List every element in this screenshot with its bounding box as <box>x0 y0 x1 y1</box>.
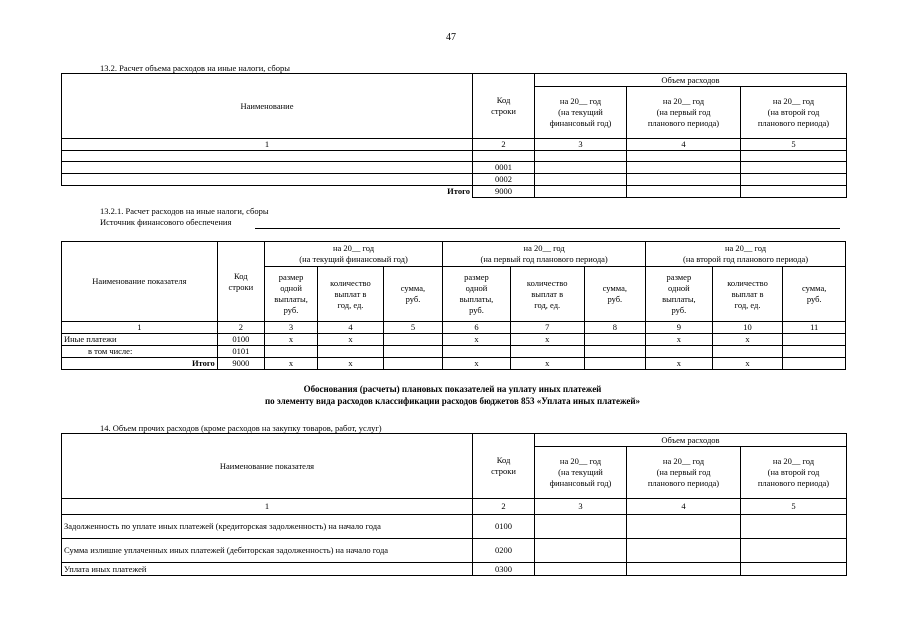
col-num: 9 <box>646 322 713 334</box>
source-input-line[interactable] <box>255 228 840 229</box>
header-payment: размер одной выплаты, руб. <box>264 267 317 322</box>
col-num: 5 <box>741 499 847 515</box>
col-num: 2 <box>473 499 535 515</box>
total-row <box>62 186 847 198</box>
total-code: 9000 <box>217 358 264 370</box>
header-name: Наименование <box>62 74 473 139</box>
total-label: Итого <box>62 186 473 198</box>
header-qty: количество выплат в год, ед. <box>712 267 783 322</box>
col-num: 11 <box>783 322 846 334</box>
header-volume: Объем расходов <box>535 74 847 87</box>
header-sum: сумма, руб. <box>584 267 646 322</box>
col-num: 5 <box>741 139 847 151</box>
table-row <box>62 162 847 174</box>
header-indicator: Наименование показателя <box>62 242 218 322</box>
header-sum: сумма, руб. <box>383 267 442 322</box>
header-qty: количество выплат в год, ед. <box>510 267 584 322</box>
header-sum: сумма, руб. <box>783 267 846 322</box>
total-code: 9000 <box>473 186 535 198</box>
table-row <box>62 151 847 162</box>
header-year-3: на 20__ год (на второй год планового периода) <box>646 242 846 267</box>
header-code: Код строки <box>473 74 535 139</box>
row-code: 0101 <box>217 346 264 358</box>
table-row <box>62 174 847 186</box>
row-name: Задолженность по уплате иных платежей (кредиторская задолженность) на начало года <box>62 515 473 539</box>
section-14-caption: 14. Объем прочих расходов (кроме расходов на закупку товаров, работ, услуг) <box>100 423 382 433</box>
col-num: 4 <box>318 322 384 334</box>
row-name: Иные платежи <box>62 334 218 346</box>
col-num: 5 <box>383 322 442 334</box>
table-row <box>62 346 846 358</box>
header-year-2: на 20__ год (на первый год планового периода) <box>627 87 741 139</box>
header-payment: размер одной выплаты, руб. <box>646 267 713 322</box>
col-num: 7 <box>510 322 584 334</box>
heading-line-2: по элементу вида расходов классификации расходов бюджетов 853 «Уплата иных платежей» <box>264 396 641 406</box>
header-year-1: на 20__ год (на текущий финансовый год) <box>535 87 627 139</box>
section-13-2-caption: 13.2. Расчет объема расходов на иные налоги, сборы <box>100 63 290 73</box>
row-code: 0002 <box>473 174 535 186</box>
col-num: 1 <box>62 322 218 334</box>
row-code: 0001 <box>473 162 535 174</box>
header-code: Код строки <box>217 242 264 322</box>
table-row <box>62 515 847 539</box>
header-indicator: Наименование показателя <box>62 434 473 499</box>
header-year-1: на 20__ год (на текущий финансовый год) <box>535 447 627 499</box>
row-code: 0100 <box>473 515 535 539</box>
table-14 <box>61 433 847 576</box>
row-code: 0300 <box>473 563 535 576</box>
header-year-2: на 20__ год (на первый год планового периода) <box>443 242 646 267</box>
col-num: 1 <box>62 499 473 515</box>
row-code: 0200 <box>473 539 535 563</box>
total-label: Итого <box>62 358 218 370</box>
column-number-row <box>62 139 847 151</box>
header-year-3: на 20__ год (на второй год планового периода) <box>741 87 847 139</box>
section-13-2-1-caption: 13.2.1. Расчет расходов на иные налоги, сборы <box>100 206 269 216</box>
col-num: 2 <box>217 322 264 334</box>
table-13-2 <box>61 73 847 198</box>
header-qty: количество выплат в год, ед. <box>318 267 384 322</box>
header-year-3: на 20__ год (на второй год планового периода) <box>741 447 847 499</box>
header-year-1: на 20__ год (на текущий финансовый год) <box>264 242 442 267</box>
col-num: 3 <box>535 499 627 515</box>
table-row <box>62 539 847 563</box>
column-number-row <box>62 322 846 334</box>
col-num: 8 <box>584 322 646 334</box>
header-code: Код строки <box>473 434 535 499</box>
col-num: 4 <box>627 139 741 151</box>
col-num: 10 <box>712 322 783 334</box>
table-row: Иные платежи 0100 x x x x x x <box>62 334 846 346</box>
header-payment: размер одной выплаты, руб. <box>443 267 511 322</box>
col-num: 3 <box>535 139 627 151</box>
row-name: Уплата иных платежей <box>62 563 473 576</box>
col-num: 6 <box>443 322 511 334</box>
source-label: Источник финансового обеспечения <box>100 217 232 227</box>
page-number: 47 <box>446 32 456 43</box>
col-num: 3 <box>264 322 317 334</box>
row-code: 0100 <box>217 334 264 346</box>
heading-line-1: Обоснования (расчеты) плановых показателей на уплату иных платежей <box>303 384 602 394</box>
col-num: 4 <box>627 499 741 515</box>
col-num: 1 <box>62 139 473 151</box>
row-name: в том числе: <box>62 346 218 358</box>
row-name: Сумма излишне уплаченных иных платежей (дебиторская задолженность) на начало года <box>62 539 473 563</box>
table-row <box>62 563 847 576</box>
header-year-2: на 20__ год (на первый год планового периода) <box>627 447 741 499</box>
header-volume: Объем расходов <box>535 434 847 447</box>
table-13-2-1 <box>61 241 846 370</box>
total-row: Итого 9000 x x x x x x <box>62 358 846 370</box>
column-number-row <box>62 499 847 515</box>
col-num: 2 <box>473 139 535 151</box>
